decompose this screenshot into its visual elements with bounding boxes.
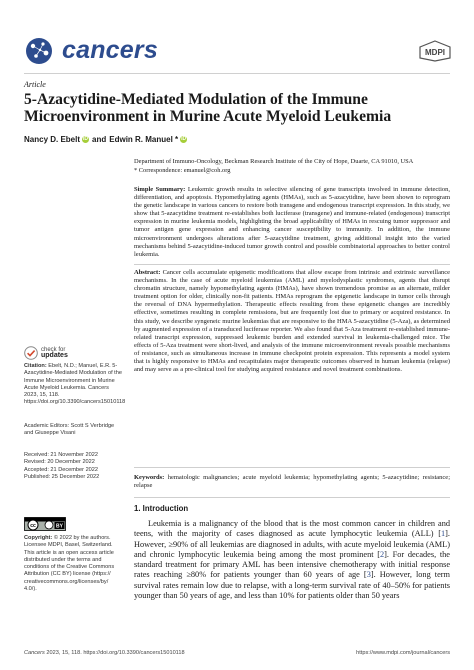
svg-text:BY: BY <box>56 523 63 530</box>
check-line: check for <box>41 346 66 353</box>
svg-text:cc: cc <box>30 523 36 529</box>
abstract <box>134 269 450 374</box>
introduction-paragraph <box>134 519 450 601</box>
page-footer <box>24 650 450 656</box>
mdpi-logo-icon[interactable] <box>418 40 452 62</box>
keywords-label: Keywords: <box>134 474 165 481</box>
intro-text: ]. However, long term survival rates remain low due to relapse, with a long-term survival rate of 40–50% for patients younger than 50 years of age, and less than 10% for patients older than 50 years <box>134 570 450 601</box>
keywords <box>134 474 450 490</box>
divider <box>134 497 450 498</box>
date-accepted: Accepted: 21 December 2022 <box>24 466 99 473</box>
citation-text[interactable]: Ebelt, N.D.; Manuel, E.R. 5-Azacytidine-Mediated Modulation of the Immune Microenvironment in Murine Acute Myeloid Leukemia. Cancers 2023, 15, 118. https://doi.org/10.3390/cancers15010118 <box>24 363 126 406</box>
author-conjunction: and <box>92 135 107 144</box>
publisher-name: MDPI <box>425 48 445 57</box>
copyright-label: Copyright: <box>24 535 53 541</box>
correspondence: * Correspondence: emanuel@coh.org <box>134 167 231 174</box>
copyright-text: © 2022 by the authors. Licensee MDPI, Basel, Switzerland. This article is an open access article distributed under the terms and conditions of the Creative Commons Attribution (CC BY) license (https:// creativecommons.org/licenses/by/ 4.0/). <box>24 535 115 593</box>
footer-url[interactable]: https://www.mdpi.com/journal/cancers <box>356 650 450 656</box>
footer-citation-rest[interactable]: 2023, 15, 118. https://doi.org/10.3390/cancers15010118 <box>46 650 185 656</box>
author-list <box>24 135 190 144</box>
section-heading: 1. Introduction <box>134 504 189 513</box>
divider <box>134 467 450 468</box>
publication-dates <box>24 452 122 481</box>
header-divider <box>24 73 450 74</box>
author-name[interactable]: Edwin R. Manuel * <box>109 135 179 144</box>
academic-editors: Academic Editors: Scott S Verbridge and Giuseppe Visani <box>24 423 115 437</box>
orcid-icon[interactable]: iD <box>83 136 89 142</box>
abstract-label: Abstract: <box>134 269 161 276</box>
summary-text: Leukemic growth results in selective silencing of gene transcripts involved in immune detection, differentiation, and apoptosis. Hypomethylating agents (HMAs), such as 5-azacytidine, have been shown to reprogram the genetic landscape in various cancers to restore both transgene and endogenous transcript expression. In this study, we show that 5-azacytidine treatment re-establishes both luciferase (transgene) and immune-related (endogenous) transcript expression in murine leukemia models, highlighting the broad applicability of HMAs in rescuing tumor suppressor and tumor antigen gene expression and enhancing cancer susceptibility to immunity. In addition, the immune microenvironment undergoes alterations after 5-azacytidine treatment, giving additional insight into the varied mechanisms behind 5-azacytidine-induced tumor growth control and possible combinatorial approaches to better control leukemia. <box>134 186 451 258</box>
reference-link[interactable]: 3 <box>366 570 371 580</box>
intro-text: ]. However, ≥90% of all leukemias are diagnosed in adults, with acute myeloid leukemia (AML) and chronic lymphocytic leukemia being among the most prominent [ <box>134 529 450 559</box>
article-title: 5-Azacytidine-Mediated Modulation of the Immune Microenvironment in Murine Acute Myeloid Leukemia <box>24 91 392 125</box>
intro-text: ]. For decades, the standard treatment for primary AML has been intensive chemotherapy with initial response rates reaching ≥80% for patients younger than 60 years of age [ <box>134 549 450 580</box>
intro-text: Leukemia is a malignancy of the blood that is the most common cancer in children and teens, with the majority of cases diagnosed as acute lymphocytic leukemia (ALL) [ <box>134 519 450 539</box>
orcid-icon[interactable]: iD <box>181 136 187 142</box>
author-name[interactable]: Nancy D. Ebelt <box>24 135 81 144</box>
summary-label: Simple Summary: <box>134 186 186 193</box>
journal-name: cancers <box>62 36 158 64</box>
journal-logo[interactable] <box>24 36 158 65</box>
footer-journal: Cancers <box>24 650 45 656</box>
check-line: updates <box>41 352 68 359</box>
reference-link[interactable]: 2 <box>379 549 385 559</box>
check-for-updates-label <box>41 347 68 359</box>
reference-link[interactable]: 1 <box>441 529 446 539</box>
article-type: Article <box>24 80 46 89</box>
affiliation: Department of Immuno-Oncology, Beckman Research Institute of the City of Hope, Duarte, CA 91010, USA <box>134 158 414 165</box>
date-revised: Revised: 20 December 2022 <box>24 459 95 466</box>
cancers-logo-icon <box>24 37 54 65</box>
copyright-block <box>24 535 122 593</box>
simple-summary <box>134 186 450 259</box>
citation-label: Citation: <box>24 363 47 369</box>
date-received: Received: 21 November 2022 <box>24 452 99 458</box>
citation-block <box>24 363 126 407</box>
check-for-updates-icon <box>24 346 38 360</box>
abstract-text: Cancer cells accumulate epigenetic modifications that allow escape from intrinsic and extrinsic surveillance mechanisms. In the case of acute myeloid leukemias (AML) and myelodysplastic syndromes, agents that disrupt chromatin structure, namely hypomethylating agents (HMAs), have shown tremendous promise as an alternate, milder treatment option for older, clinically non-fit patients. HMAs reprogram the epigenetic landscape in tumor cells through the reversal of DNA hypermethylation. Therapeutic effects resulting from these epigenetic changes are incredibly effective, sometimes resulting in complete remissions, but are frequently lost due to primary or acquired resistance. In this study, we describe syngeneic murine leukemias that are responsive to the HMA 5-azacytidine (5-Aza), as determined by augmented expression of a transduced luciferase reporter. We also found that 5-Aza treatment re-established immune-related transcript expression, suppressed leukemic burden and extended survival in leukemia-challenged mice. The effects of 5-Aza treatment were short-lived, and analysis of the immune microenvironment reveals possible mechanisms of resistance, such as simultaneous increase in immune checkpoint protein expression. This represents a model system that is highly responsive to HMAs and recapitulates major therapeutic outcomes observed in human leukemia (relapse) and may serve as a pre-clinical tool for studying acquired resistance and novel treatment combinations. <box>134 269 451 374</box>
footer-citation <box>24 650 185 656</box>
keywords-text: hematologic malignancies; acute myeloid leukemia; hypomethylating agents; 5-azacytidine; resistance; relapse <box>134 474 450 490</box>
check-for-updates-button[interactable] <box>24 346 68 360</box>
date-published: Published: 25 December 2022 <box>24 473 100 480</box>
cc-by-license-icon[interactable] <box>24 517 66 531</box>
divider <box>134 264 450 265</box>
